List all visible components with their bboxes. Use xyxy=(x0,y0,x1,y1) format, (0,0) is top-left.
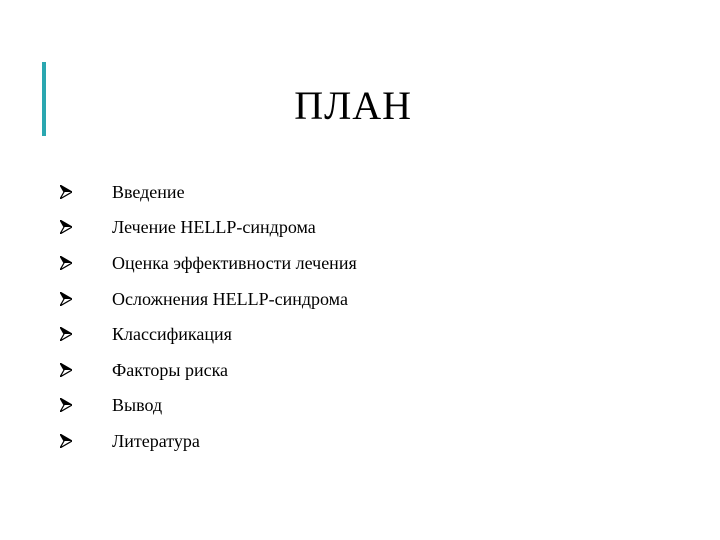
plan-list xyxy=(60,174,680,459)
slide-title-container xyxy=(0,82,690,130)
list-item xyxy=(60,316,680,352)
arrowhead-bullet-icon xyxy=(60,220,112,234)
slide-title: ПЛАН xyxy=(294,83,412,128)
list-item-label: Введение xyxy=(112,181,185,202)
list-item-label: Классификация xyxy=(112,324,232,345)
arrowhead-bullet-icon xyxy=(60,292,112,306)
list-item xyxy=(60,388,680,424)
arrowhead-bullet-icon xyxy=(60,398,112,412)
list-item-label: Оценка эффективности лечения xyxy=(112,252,357,273)
list-item xyxy=(60,174,680,210)
list-item-label: Литература xyxy=(112,430,200,451)
list-item xyxy=(60,352,680,388)
list-item xyxy=(60,423,680,459)
list-item-label: Факторы риска xyxy=(112,359,229,380)
list-item xyxy=(60,281,680,317)
arrowhead-bullet-icon xyxy=(60,363,112,377)
list-item-label: Вывод xyxy=(112,395,163,416)
list-item xyxy=(60,210,680,246)
list-item-label: Лечение HELLP-синдрома xyxy=(112,217,316,238)
arrowhead-bullet-icon xyxy=(60,185,112,199)
arrowhead-bullet-icon xyxy=(60,327,112,341)
arrowhead-bullet-icon xyxy=(60,256,112,270)
list-item xyxy=(60,245,680,281)
list-item-label: Осложнения HELLP-синдрома xyxy=(112,288,348,309)
arrowhead-bullet-icon xyxy=(60,434,112,448)
